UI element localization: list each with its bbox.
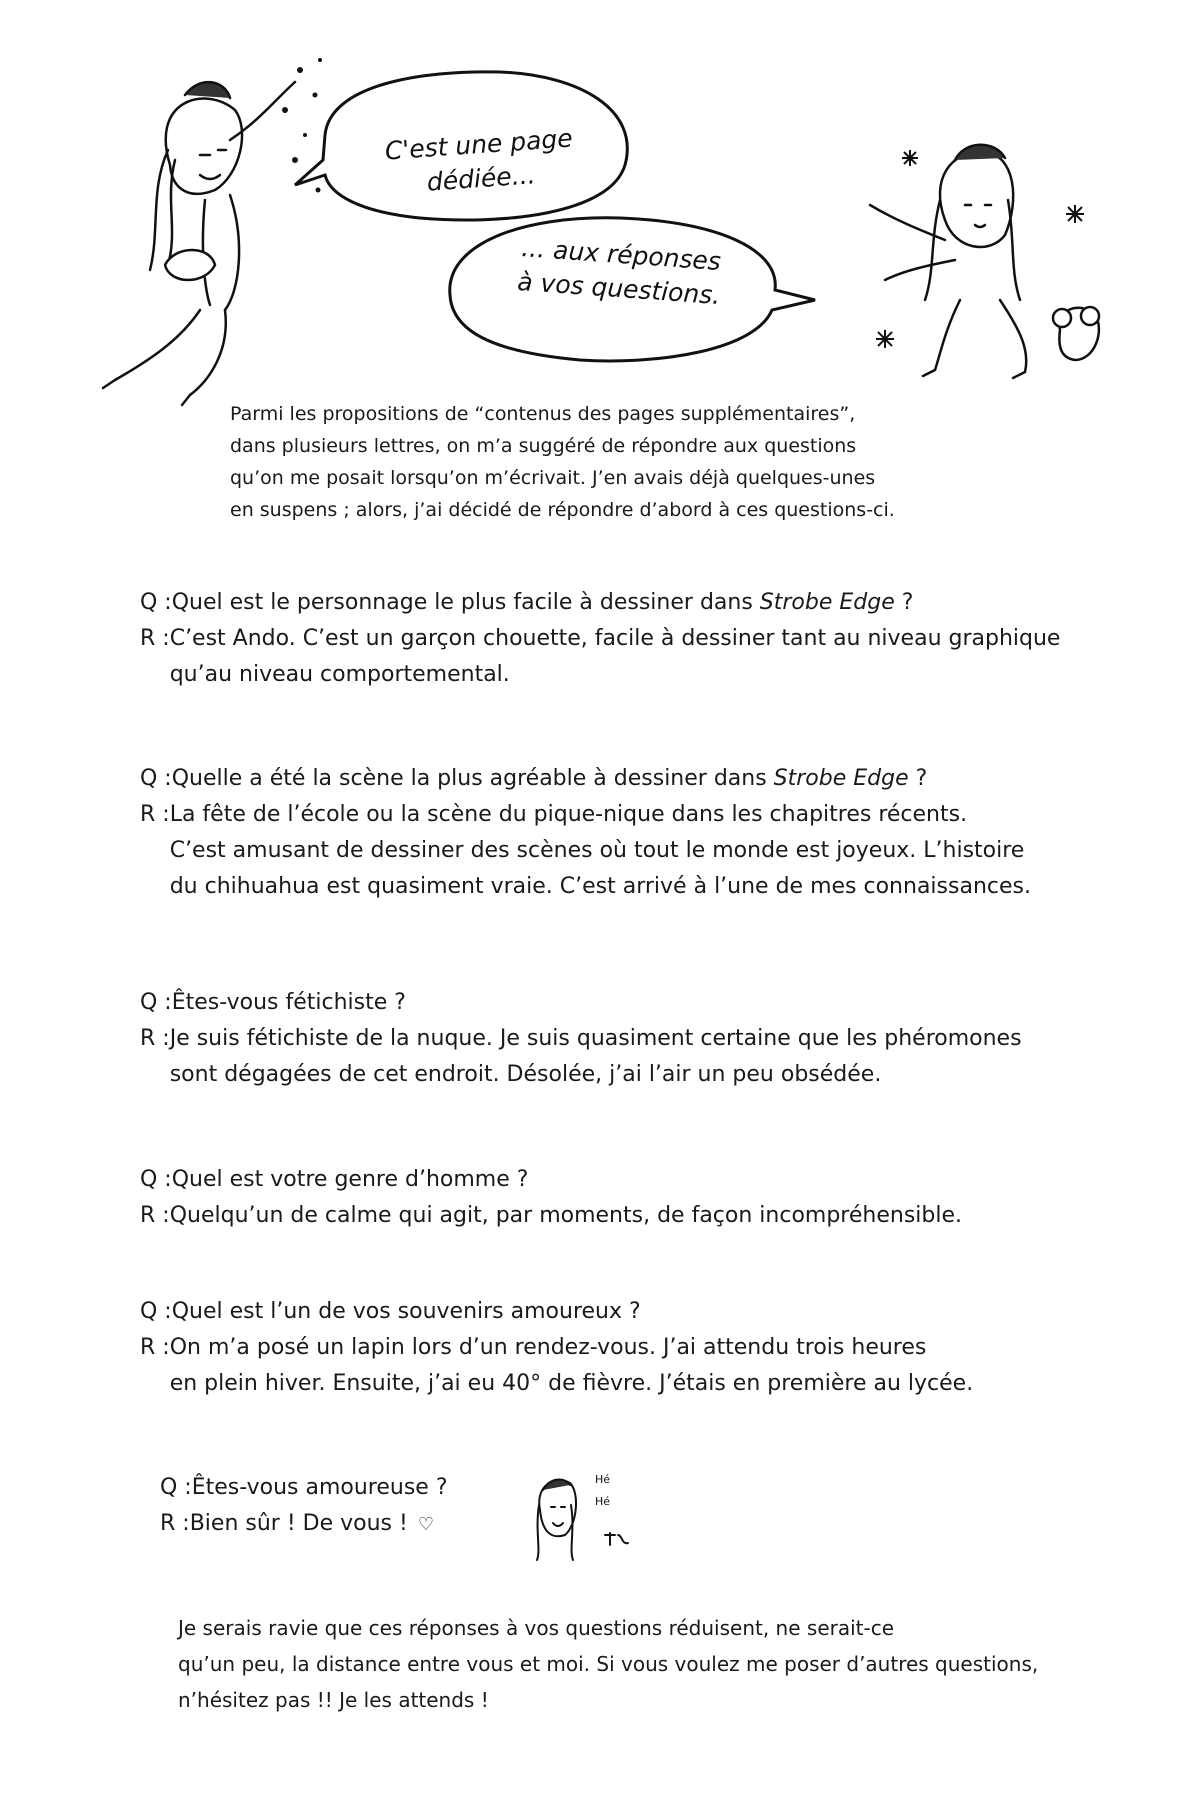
question-end: ? (894, 590, 914, 615)
answer (140, 1021, 1100, 1093)
answer-text: Quelqu’un de calme qui agit, par moments, de façon incompréhensible. (169, 1203, 962, 1228)
intro-line: qu’on me posait lorsqu’on m’écrivait. J’en avais déjà quelques-unes (230, 467, 876, 489)
question-text: Quel est votre genre d’homme ? (171, 1167, 529, 1192)
answer-text: On m’a posé un lapin lors d’un rendez-vous. J’ai attendu trois heures en plein hiver. Ensuite, j’ai eu 40° de fièvre. J’étais en première au lycée. (169, 1335, 974, 1396)
title-text: Strobe Edge (759, 590, 895, 615)
answer (160, 1506, 490, 1543)
answer-text (190, 1506, 490, 1543)
laugh-text: Hé (595, 1495, 611, 1508)
r-label: R : (160, 1511, 190, 1536)
r-label: R : (140, 802, 170, 827)
question-text: Êtes-vous amoureuse ? (191, 1475, 448, 1500)
r-label: R : (140, 1203, 170, 1228)
question (140, 985, 1100, 1021)
question-text: Quel est l’un de vos souvenirs amoureux ? (171, 1299, 641, 1324)
closing-paragraph (178, 1610, 1078, 1718)
q-label: Q : (140, 1299, 172, 1324)
qa-block (140, 761, 1100, 905)
header-illustration (0, 0, 1200, 420)
question-text: Quel est le personnage le plus facile à dessiner dans (171, 590, 760, 615)
bubble-left-line: dédiée... (425, 160, 537, 197)
question-text: Êtes-vous fétichiste ? (171, 990, 406, 1015)
title-text: Strobe Edge (773, 766, 909, 791)
answer-text: C’est Ando. C’est un garçon chouette, facile à dessiner tant au niveau graphique qu’au niveau comportemental. (169, 626, 1061, 687)
bubble-right-line: ... aux réponses (520, 233, 722, 276)
outro-line: qu’un peu, la distance entre vous et moi. Si vous voulez me poser d’autres questions, (178, 1652, 1039, 1676)
intro-line: en suspens ; alors, j’ai décidé de répondre d’abord à ces questions-ci. (230, 499, 895, 521)
answer-text: La fête de l’école ou la scène du pique-nique dans les chapitres récents. C’est amusant de dessiner des scènes où tout le monde est joyeux. L’histoire du chihuahua est quasiment vraie. C’est arrivé à l’une de mes connaissances. (169, 802, 1031, 899)
answer-text-inner: Bien sûr ! De vous ! (189, 1511, 408, 1536)
qa-block (140, 985, 1100, 1093)
qa-block (140, 585, 1100, 693)
small-character-drawing (525, 1455, 645, 1565)
question (160, 1470, 490, 1506)
outro-line: n’hésitez pas !! Je les attends ! (178, 1688, 489, 1712)
question (140, 1162, 1100, 1198)
qa-block (140, 1294, 1100, 1402)
question (140, 761, 1100, 797)
intro-line: dans plusieurs lettres, on m’a suggéré de répondre aux questions (230, 435, 857, 457)
answer (140, 797, 1100, 905)
bubble-right-line: à vos questions. (516, 266, 722, 311)
r-label: R : (140, 1026, 170, 1051)
answer (140, 621, 1100, 693)
qa-block (140, 1162, 1100, 1234)
question-end: ? (908, 766, 928, 791)
heart-icon: ♡ (417, 1514, 434, 1535)
q-label: Q : (140, 1167, 172, 1192)
question (140, 585, 1100, 621)
q-label: Q : (140, 990, 172, 1015)
question (140, 1294, 1100, 1330)
intro-line: Parmi les propositions de “contenus des pages supplémentaires”, (230, 403, 856, 425)
q-label: Q : (140, 590, 172, 615)
q-label: Q : (140, 766, 172, 791)
bubble-left-line: C'est une page (384, 123, 574, 166)
intro-paragraph (230, 398, 990, 526)
answer (140, 1330, 1100, 1402)
answer (140, 1198, 1100, 1234)
qa-block (160, 1470, 490, 1543)
left-character-drawing (103, 82, 295, 405)
laugh-text: Hé (595, 1473, 611, 1486)
r-label: R : (140, 1335, 170, 1360)
outro-line: Je serais ravie que ces réponses à vos questions réduisent, ne serait-ce (178, 1616, 895, 1640)
r-label: R : (140, 626, 170, 651)
answer-text: Je suis fétichiste de la nuque. Je suis quasiment certaine que les phéromones sont dégagées de cet endroit. Désolée, j’ai l’air un peu obsédée. (169, 1026, 1022, 1087)
right-character-drawing (870, 145, 1099, 378)
q-label: Q : (160, 1475, 192, 1500)
question-text: Quelle a été la scène la plus agréable à dessiner dans (171, 766, 774, 791)
